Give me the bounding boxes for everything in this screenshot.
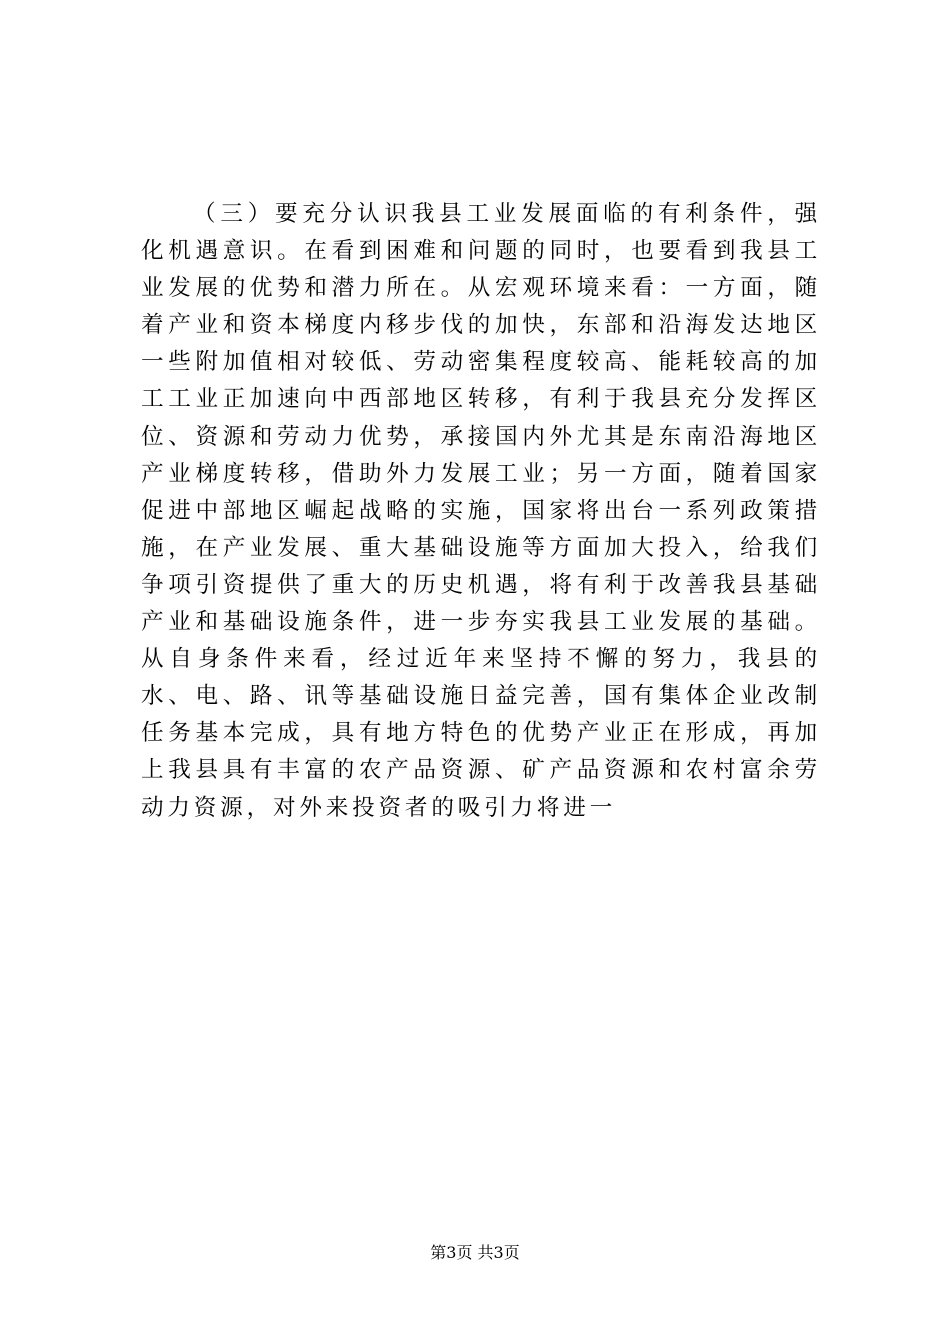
body-paragraph: （三）要充分认识我县工业发展面临的有利条件，强化机遇意识。在看到困难和问题的同时，也要看到我县工业发展的优势和潜力所在。从宏观环境来看：一方面，随着产业和资本梯度内移步伐的加快，东部和沿海发达地区一些附加值相对较低、劳动密集程度较高、能耗较高的加工工业正加速向中西部地区转移，有利于我县充分发挥区位、资源和劳动力优势，承接国内外尤其是东南沿海地区产业梯度转移，借助外力发展工业；另一方面，随着国家促进中部地区崛起战略的实施，国家将出台一系列政策措施，在产业发展、重大基础设施等方面加大投入，给我们争项引资提供了重大的历史机遇，将有利于改善我县基础产业和基础设施条件，进一步夯实我县工业发展的基础。从自身条件来看，经过近年来坚持不懈的努力，我县的水、电、路、讯等基础设施日益完善，国有集体企业改制任务基本完成，具有地方特色的优势产业正在形成，再加上我县具有丰富的农产品资源、矿产品资源和农村富余劳动力资源，对外来投资者的吸引力将进一 [141,201,821,821]
page-footer: 第3页 共3页 [430,1243,520,1262]
